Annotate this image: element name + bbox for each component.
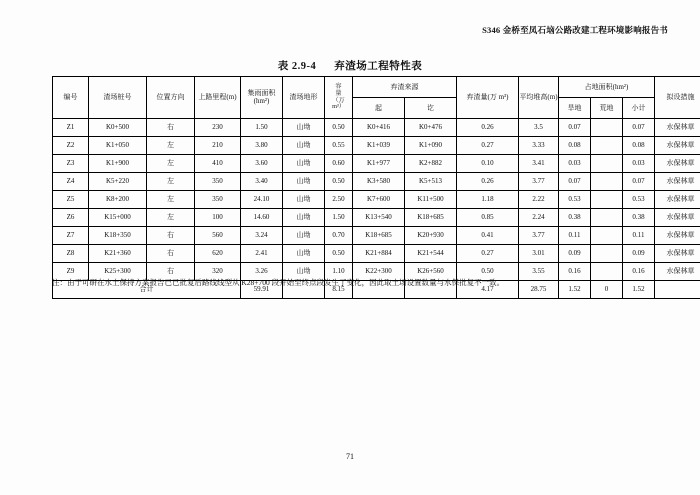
cell-measures: 水保林草 (655, 119, 700, 137)
cell-station: K25+300 (89, 263, 147, 281)
cell-capacity: 0.50 (325, 119, 353, 137)
cell-direction: 右 (147, 245, 195, 263)
cell-terrain: 山坳 (283, 245, 325, 263)
cell-subtotal: 0.03 (623, 155, 655, 173)
table-note: 注：由于可研在水土保持方案报告已已批复后路线线型从 K28+700 段开始至终点段发生了变化，因此取土场设置数量与水保批复不一致。 (52, 278, 505, 287)
th-station: 渣场桩号 (89, 77, 147, 119)
cell-id: Z2 (53, 137, 89, 155)
cell-id: Z6 (53, 209, 89, 227)
cell-area: 24.10 (241, 191, 283, 209)
th-capacity: 容 量 （万 m³） (325, 77, 353, 119)
th-avg-height: 平均堆高(m) (519, 77, 559, 119)
cell-wasteland (591, 245, 623, 263)
cell-from: K1+039 (353, 137, 405, 155)
page-number: 71 (346, 452, 354, 461)
cell-haul: 620 (195, 245, 241, 263)
cell-amount: 0.85 (457, 209, 519, 227)
th-terrain: 渣场地形 (283, 77, 325, 119)
cell-from: K3+580 (353, 173, 405, 191)
cell-haul: 100 (195, 209, 241, 227)
cell-amount: 0.27 (457, 245, 519, 263)
cell-dry: 0.07 (559, 173, 591, 191)
cell-from: K13+540 (353, 209, 405, 227)
cell-id: Z5 (53, 191, 89, 209)
cell-haul: 410 (195, 155, 241, 173)
cell-measures: 水保林草 (655, 245, 700, 263)
cell-total-subtotal: 1.52 (623, 281, 655, 299)
cell-station: K21+360 (89, 245, 147, 263)
cell-subtotal: 0.09 (623, 245, 655, 263)
th-waste-from: 起 (353, 98, 405, 119)
cell-area: 1.50 (241, 119, 283, 137)
th-id: 编号 (53, 77, 89, 119)
cell-station: K15+000 (89, 209, 147, 227)
cell-dry: 0.09 (559, 245, 591, 263)
th-measures: 拟设措施 (655, 77, 700, 119)
cell-height: 3.77 (519, 173, 559, 191)
running-head: S346 金桥至凤石垴公路改建工程环境影响报告书 (482, 25, 668, 35)
cell-height: 3.5 (519, 119, 559, 137)
cell-dry: 0.07 (559, 119, 591, 137)
cell-capacity: 0.60 (325, 155, 353, 173)
cell-terrain: 山坳 (283, 119, 325, 137)
cell-wasteland (591, 209, 623, 227)
cell-from: K18+685 (353, 227, 405, 245)
cell-to: K21+544 (405, 245, 457, 263)
cell-total-label: 合计 (53, 281, 241, 299)
cell-total-dry: 1.52 (559, 281, 591, 299)
cell-id: Z3 (53, 155, 89, 173)
cell-capacity: 0.70 (325, 227, 353, 245)
table-row (53, 209, 700, 227)
cell-total-measures (655, 281, 700, 299)
table-row (53, 227, 700, 245)
cell-measures: 水保林草 (655, 155, 700, 173)
th-area: 集雨面积(hm²) (241, 77, 283, 119)
cell-haul: 560 (195, 227, 241, 245)
cell-subtotal: 0.11 (623, 227, 655, 245)
cell-wasteland (591, 155, 623, 173)
cell-station: K0+500 (89, 119, 147, 137)
cell-amount: 0.27 (457, 137, 519, 155)
table-name: 弃渣场工程特性表 (334, 61, 423, 72)
cell-from: K1+977 (353, 155, 405, 173)
page-title (0, 58, 700, 73)
cell-direction: 左 (147, 191, 195, 209)
cell-haul: 350 (195, 191, 241, 209)
cell-to: K2+882 (405, 155, 457, 173)
cell-area: 3.24 (241, 227, 283, 245)
cell-wasteland (591, 119, 623, 137)
th-dry-land: 旱地 (559, 98, 591, 119)
cell-measures: 水保林草 (655, 263, 700, 281)
table-row (53, 119, 700, 137)
cell-height: 3.33 (519, 137, 559, 155)
th-waste-amount: 弃渣量(万 m³) (457, 77, 519, 119)
waste-site-table (52, 76, 700, 299)
cell-direction: 左 (147, 155, 195, 173)
th-occupied-area: 占地面积(hm²) (559, 77, 655, 98)
cell-capacity: 1.50 (325, 209, 353, 227)
cell-from: K21+884 (353, 245, 405, 263)
cell-haul: 320 (195, 263, 241, 281)
cell-subtotal: 0.07 (623, 119, 655, 137)
cell-wasteland (591, 191, 623, 209)
cell-terrain: 山坳 (283, 263, 325, 281)
cell-height: 2.22 (519, 191, 559, 209)
cell-from: K22+300 (353, 263, 405, 281)
cell-measures: 水保林草 (655, 191, 700, 209)
cell-to: K1+090 (405, 137, 457, 155)
cell-subtotal: 0.08 (623, 137, 655, 155)
th-waste-source: 弃渣来源 (353, 77, 457, 98)
cell-amount: 1.18 (457, 191, 519, 209)
cell-station: K1+050 (89, 137, 147, 155)
cell-to: K5+513 (405, 173, 457, 191)
cell-dry: 0.03 (559, 155, 591, 173)
cell-haul: 350 (195, 173, 241, 191)
th-haul: 上路里程(m) (195, 77, 241, 119)
cell-terrain: 山坳 (283, 173, 325, 191)
table-row (53, 191, 700, 209)
cell-subtotal: 0.38 (623, 209, 655, 227)
cell-area: 2.41 (241, 245, 283, 263)
cell-capacity: 0.55 (325, 137, 353, 155)
table-number: 表 2.9-4 (277, 61, 317, 72)
cell-subtotal: 0.16 (623, 263, 655, 281)
cell-measures: 水保林草 (655, 137, 700, 155)
cell-station: K8+200 (89, 191, 147, 209)
cell-height: 3.55 (519, 263, 559, 281)
table-row (53, 173, 700, 191)
cell-height: 3.41 (519, 155, 559, 173)
cell-total-height: 28.75 (519, 281, 559, 299)
cell-measures: 水保林草 (655, 209, 700, 227)
cell-area: 3.80 (241, 137, 283, 155)
cell-subtotal: 0.07 (623, 173, 655, 191)
cell-terrain: 山坳 (283, 227, 325, 245)
cell-measures: 水保林草 (655, 173, 700, 191)
cell-total-capacity: 8.15 (325, 281, 353, 299)
cell-capacity: 2.50 (325, 191, 353, 209)
th-subtotal: 小计 (623, 98, 655, 119)
cell-dry: 0.08 (559, 137, 591, 155)
cell-dry: 0.53 (559, 191, 591, 209)
cell-direction: 左 (147, 137, 195, 155)
cell-area: 3.60 (241, 155, 283, 173)
cell-height: 3.77 (519, 227, 559, 245)
cell-to: K18+685 (405, 209, 457, 227)
cell-station: K5+220 (89, 173, 147, 191)
cell-dry: 0.38 (559, 209, 591, 227)
cell-dry: 0.11 (559, 227, 591, 245)
cell-area: 3.26 (241, 263, 283, 281)
cell-direction: 右 (147, 263, 195, 281)
cell-direction: 右 (147, 227, 195, 245)
cell-height: 2.24 (519, 209, 559, 227)
cell-area: 3.40 (241, 173, 283, 191)
cell-dry: 0.16 (559, 263, 591, 281)
cell-direction: 左 (147, 173, 195, 191)
cell-wasteland (591, 227, 623, 245)
cell-station: K18+350 (89, 227, 147, 245)
cell-to: K26+560 (405, 263, 457, 281)
cell-terrain: 山坳 (283, 191, 325, 209)
cell-amount: 0.50 (457, 263, 519, 281)
cell-to: K0+476 (405, 119, 457, 137)
cell-subtotal: 0.53 (623, 191, 655, 209)
cell-total-area: 59.91 (241, 281, 283, 299)
cell-direction: 右 (147, 119, 195, 137)
cell-amount: 0.26 (457, 119, 519, 137)
cell-from: K7+600 (353, 191, 405, 209)
cell-capacity: 0.50 (325, 173, 353, 191)
cell-id: Z8 (53, 245, 89, 263)
cell-amount: 0.10 (457, 155, 519, 173)
cell-to: K11+500 (405, 191, 457, 209)
th-waste-to: 讫 (405, 98, 457, 119)
cell-capacity: 1.10 (325, 263, 353, 281)
cell-terrain: 山坳 (283, 209, 325, 227)
cell-direction: 左 (147, 209, 195, 227)
cell-id: Z7 (53, 227, 89, 245)
cell-area: 14.60 (241, 209, 283, 227)
cell-wasteland (591, 137, 623, 155)
cell-measures: 水保林草 (655, 227, 700, 245)
cell-amount: 0.26 (457, 173, 519, 191)
cell-capacity: 0.50 (325, 245, 353, 263)
cell-wasteland (591, 173, 623, 191)
cell-height: 3.01 (519, 245, 559, 263)
table-container (52, 76, 695, 299)
cell-id: Z4 (53, 173, 89, 191)
cell-terrain: 山坳 (283, 137, 325, 155)
cell-total-amount: 4.17 (457, 281, 519, 299)
cell-id: Z9 (53, 263, 89, 281)
th-wasteland: 荒地 (591, 98, 623, 119)
cell-haul: 210 (195, 137, 241, 155)
cell-terrain: 山坳 (283, 155, 325, 173)
cell-to: K20+930 (405, 227, 457, 245)
table-header (53, 77, 700, 119)
cell-total-wasteland: 0 (591, 281, 623, 299)
table-row (53, 245, 700, 263)
cell-haul: 230 (195, 119, 241, 137)
cell-from: K0+416 (353, 119, 405, 137)
table-row (53, 155, 700, 173)
th-direction: 位置方向 (147, 77, 195, 119)
cell-id: Z1 (53, 119, 89, 137)
cell-station: K1+900 (89, 155, 147, 173)
cell-amount: 0.41 (457, 227, 519, 245)
table-row (53, 137, 700, 155)
table-body (53, 119, 700, 299)
